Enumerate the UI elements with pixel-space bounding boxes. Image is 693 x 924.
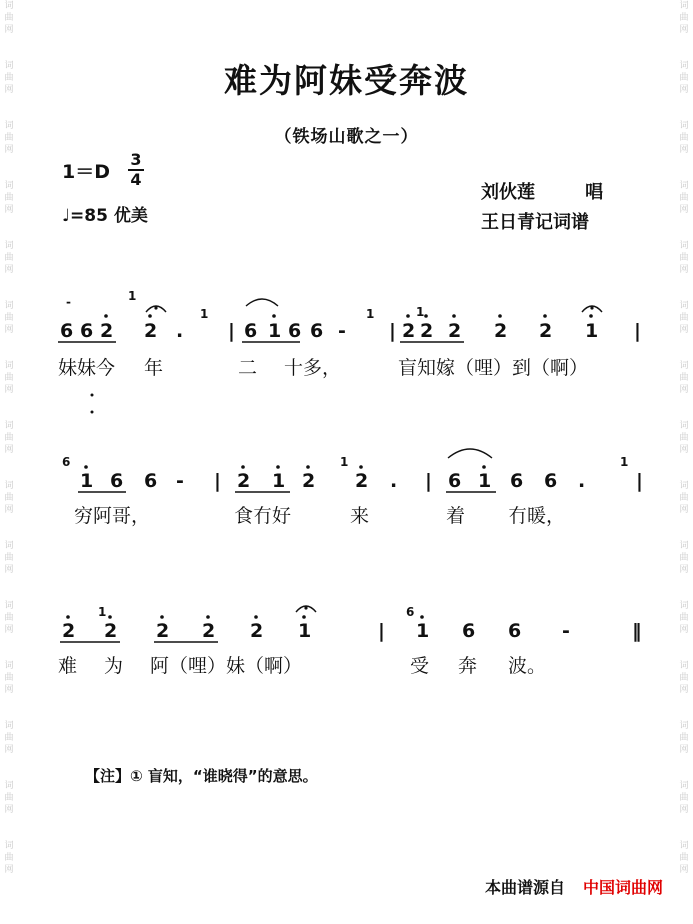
lyric: 着 <box>446 505 466 527</box>
note: 2 <box>494 320 508 342</box>
watermark-text: 词 曲 网 <box>679 541 689 575</box>
footnote: 【注】① 盲知，“谁晓得”的意思。 <box>85 767 318 785</box>
watermark-text: 词 曲 网 <box>4 421 14 455</box>
note: 6 <box>462 620 476 642</box>
watermark-text: 词 曲 网 <box>4 841 14 875</box>
watermark-text: 词 曲 网 <box>4 601 14 635</box>
note: 1 <box>272 470 286 492</box>
score-row-2 <box>62 449 643 527</box>
source-label: 本曲谱源自 <box>484 878 565 897</box>
source-attribution <box>485 875 663 898</box>
svg-text:1: 1 <box>620 455 629 469</box>
note: 2 <box>355 470 369 492</box>
note: 2 <box>100 320 114 342</box>
lyric: 年 <box>144 357 164 379</box>
watermark-text: 词 曲 网 <box>4 721 14 755</box>
time-signature-bottom: 4 <box>130 170 142 189</box>
svg-text:-: - <box>66 295 71 309</box>
svg-text:1: 1 <box>366 307 375 321</box>
watermark-text: 词 曲 网 <box>679 1 689 35</box>
watermark-text: 词 曲 网 <box>4 541 14 575</box>
key-signature: 1＝D <box>62 161 110 183</box>
score-row-1 <box>58 289 641 414</box>
lyric: 难 <box>58 655 78 677</box>
note: 1 <box>416 620 430 642</box>
augmentation-dot: . <box>578 470 586 492</box>
note: 2 <box>104 620 118 642</box>
watermark-text: 词 曲 网 <box>4 121 14 155</box>
barline: | <box>214 470 221 492</box>
song-title: 难为阿妹受奔波 <box>224 61 469 100</box>
note: 1 <box>478 470 492 492</box>
note: 6 <box>508 620 522 642</box>
watermark-text: 词 曲 网 <box>679 481 689 515</box>
time-signature-top: 3 <box>130 150 142 169</box>
source-site-link[interactable]: 中国词曲网 <box>582 878 663 897</box>
lyric: 受 <box>410 655 430 677</box>
note: 2 <box>202 620 216 642</box>
lyric: 十多， <box>284 357 342 379</box>
note: 2 <box>302 470 316 492</box>
dash: - <box>562 620 570 642</box>
barline: | <box>634 320 641 342</box>
note: 2 <box>250 620 264 642</box>
dash: - <box>338 320 346 342</box>
lyric: 穷阿哥， <box>74 505 151 527</box>
watermark-text: 词 曲 网 <box>679 421 689 455</box>
watermark-text: 词 曲 网 <box>4 241 14 275</box>
watermark-text: 词 曲 网 <box>679 241 689 275</box>
svg-text:1: 1 <box>416 305 425 319</box>
watermark-text: 词 曲 网 <box>4 481 14 515</box>
score-row-3 <box>58 605 642 677</box>
augmentation-dot: . <box>390 470 398 492</box>
note: 6 <box>510 470 524 492</box>
song-subtitle: （铁场山歌之一） <box>274 127 419 147</box>
note: 1 <box>80 470 94 492</box>
watermark-text: 词 曲 网 <box>4 61 14 95</box>
lyric: 妹妹今 <box>58 357 116 379</box>
lyric: 二 <box>238 357 258 379</box>
lyric: 盲知嫁（哩）到（啊） <box>398 357 589 379</box>
lyric: 波。 <box>508 655 547 677</box>
note: 2 <box>420 320 434 342</box>
singer-credit: 刘伙莲 唱 <box>481 182 604 203</box>
watermark-text: 词 曲 网 <box>679 721 689 755</box>
watermark-text: 词 曲 网 <box>679 301 689 335</box>
note: 6 <box>80 320 94 342</box>
watermark-text: 词 曲 网 <box>679 841 689 875</box>
watermark-text: 词 曲 网 <box>679 181 689 215</box>
note: 2 <box>62 620 76 642</box>
note: 1 <box>268 320 282 342</box>
note: 2 <box>402 320 416 342</box>
final-barline: ‖ <box>632 620 642 642</box>
svg-text:1: 1 <box>98 605 107 619</box>
lyric: 奔 <box>458 655 478 677</box>
lyric: 食冇好 <box>234 505 292 527</box>
watermark-text: 词 曲 网 <box>4 301 14 335</box>
lyric: 阿（哩）妹（啊） <box>150 655 303 677</box>
barline: | <box>228 320 235 342</box>
note: 2 <box>539 320 553 342</box>
notation-credit: 王日青记词谱 <box>481 212 589 233</box>
svg-text:1: 1 <box>200 307 209 321</box>
barline: | <box>425 470 432 492</box>
barline: | <box>636 470 643 492</box>
lyric: 为 <box>104 655 124 677</box>
watermark-text: 词 曲 网 <box>679 361 689 395</box>
watermark-text: 词 曲 网 <box>679 781 689 815</box>
watermark-text: 词 曲 网 <box>4 781 14 815</box>
note: 6 <box>448 470 462 492</box>
note: 6 <box>244 320 258 342</box>
dash: - <box>176 470 184 492</box>
svg-text:6: 6 <box>62 455 71 469</box>
svg-text:6: 6 <box>406 605 415 619</box>
watermark-text: 词 曲 网 <box>679 601 689 635</box>
note: 6 <box>544 470 558 492</box>
note: 2 <box>448 320 462 342</box>
watermark-text: 词 曲 网 <box>679 61 689 95</box>
barline: | <box>378 620 385 642</box>
lyric: 来 <box>350 505 370 527</box>
note: 6 <box>288 320 302 342</box>
watermark-text: 词 曲 网 <box>4 1 14 35</box>
note: 2 <box>144 320 158 342</box>
note: 2 <box>237 470 251 492</box>
svg-text:1: 1 <box>340 455 349 469</box>
lyric: 冇暖， <box>508 505 566 527</box>
augmentation-dot: . <box>176 320 184 342</box>
note: 2 <box>156 620 170 642</box>
note: 1 <box>298 620 312 642</box>
watermark-text: 词 曲 网 <box>679 661 689 695</box>
watermark-text: 词 曲 网 <box>4 361 14 395</box>
watermark-text: 词 曲 网 <box>4 181 14 215</box>
tempo-marking: ♩=85 优美 <box>62 206 148 226</box>
note: 6 <box>60 320 74 342</box>
note: 6 <box>110 470 124 492</box>
note: 6 <box>310 320 324 342</box>
watermark-text: 词 曲 网 <box>679 121 689 155</box>
note: 1 <box>585 320 599 342</box>
svg-text:1: 1 <box>128 289 137 303</box>
barline: | <box>389 320 396 342</box>
watermark-text: 词 曲 网 <box>4 661 14 695</box>
note: 6 <box>144 470 158 492</box>
